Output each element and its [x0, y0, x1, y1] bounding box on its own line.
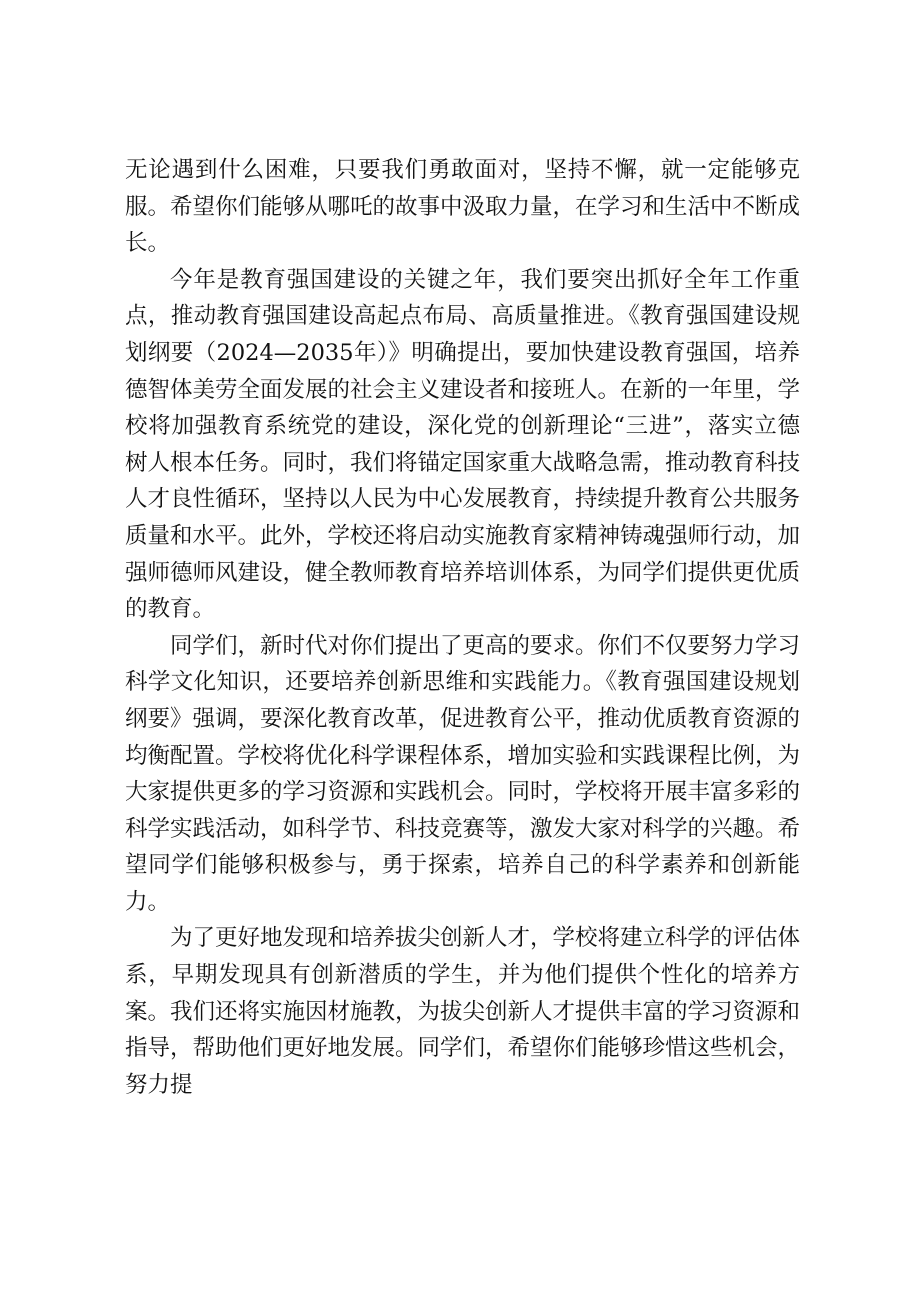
- paragraph-education-power: 今年是教育强国建设的关键之年，我们要突出抓好全年工作重点，推动教育强国建设高起点布局、高质量推进。《教育强国建设规划纲要（2024—2035年）》明确提出，要加快建设教育强国，培养德智体美劳全面发展的社会主义建设者和接班人。在新的一年里，学校将加强教育系统党的建设，深化党的创新理论“三进”，落实立德树人根本任务。同时，我们将锚定国家重大战略急需，推动教育科技人才良性循环，坚持以人民为中心发展教育，持续提升教育公共服务质量和水平。此外，学校还将启动实施教育家精神铸魂强师行动，加强师德师风建设，健全教师教育培养培训体系，为同学们提供更优质的教育。: [125, 266, 801, 623]
- paragraph-talent-cultivation: 为了更好地发现和培养拔尖创新人才，学校将建立科学的评估体系，早期发现具有创新潜质的学生，并为他们提供个性化的培养方案。我们还将实施因材施教，为拔尖创新人才提供丰富的学习资源和指导，帮助他们更好地发展。同学们，希望你们能够珍惜这些机会，努力提: [125, 925, 801, 1098]
- paragraph-continuation: 无论遇到什么困难，只要我们勇敢面对，坚持不懈，就一定能够克服。希望你们能够从哪吒的故事中汲取力量，在学习和生活中不断成长。: [125, 157, 801, 257]
- paragraph-new-era-requirements: 同学们，新时代对你们提出了更高的要求。你们不仅要努力学习科学文化知识，还要培养创新思维和实践能力。《教育强国建设规划纲要》强调，要深化教育改革，促进教育公平，推动优质教育资源的均衡配置。学校将优化科学课程体系，增加实验和实践课程比例，为大家提供更多的学习资源和实践机会。同时，学校将开展丰富多彩的科学实践活动，如科学节、科技竞赛等，激发大家对科学的兴趣。希望同学们能够积极参与，勇于探索，培养自己的科学素养和创新能力。: [125, 632, 801, 915]
- document-body: [125, 152, 800, 1103]
